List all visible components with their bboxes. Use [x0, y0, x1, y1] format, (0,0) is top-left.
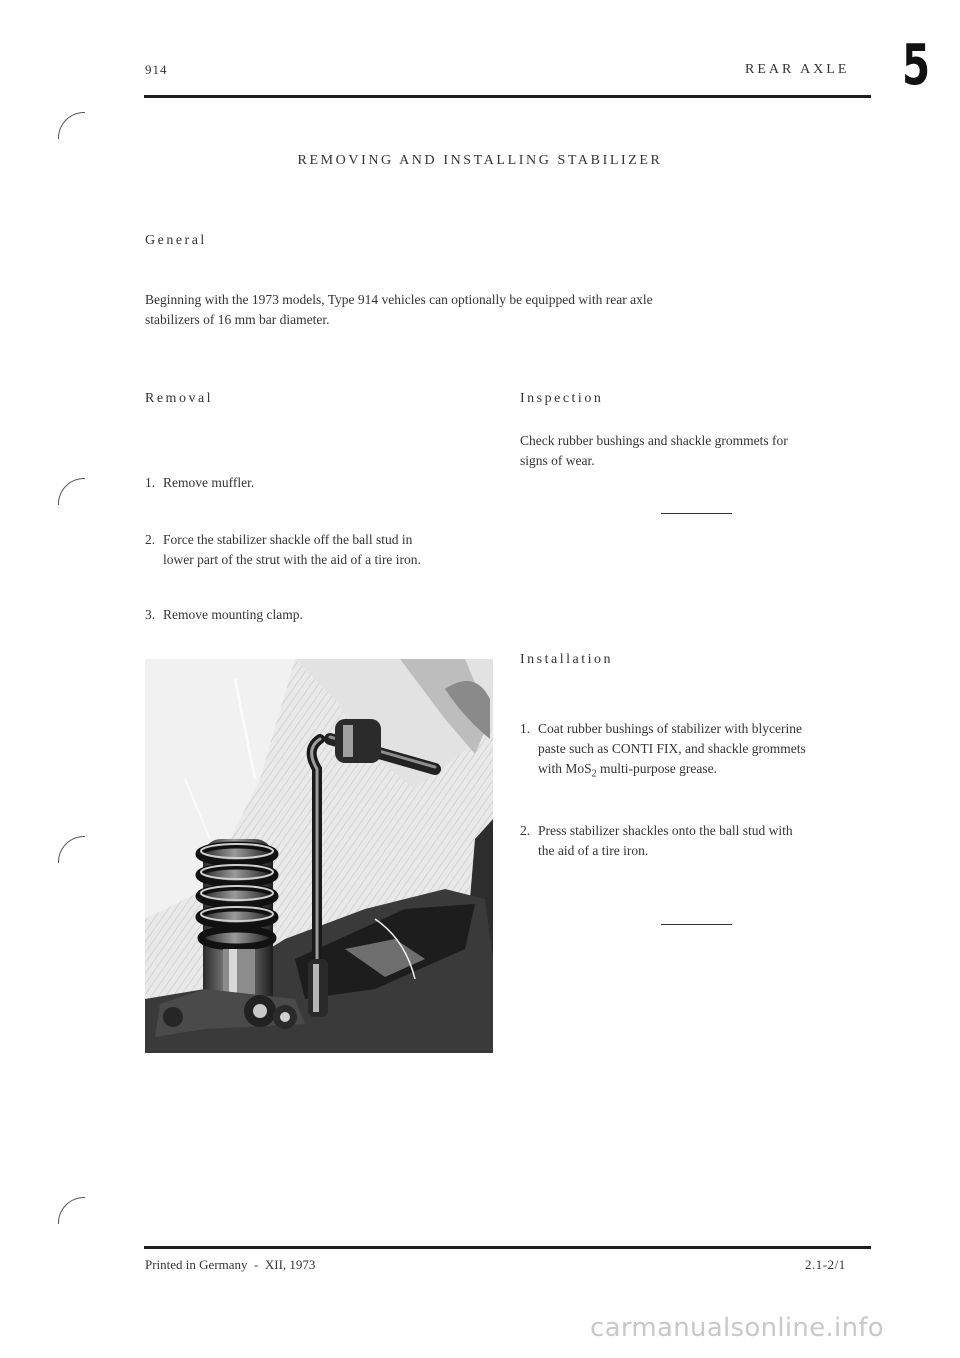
installation-step-1 — [520, 719, 880, 781]
step-text: Remove muffler. — [163, 475, 255, 490]
general-text-line-1: Beginning with the 1973 models, Type 914 vehicles can optionally be equipped with rear axle — [145, 292, 653, 307]
end-of-section-rule — [661, 924, 732, 925]
header-rule — [144, 95, 871, 98]
step-number: 2. — [145, 532, 156, 547]
inspection-text-line-1: Check rubber bushings and shackle grommets for — [520, 433, 788, 448]
step-text: the aid of a tire iron. — [538, 843, 649, 858]
step-text: paste such as CONTI FIX, and shackle grommets — [538, 741, 806, 756]
inspection-text-line-2: signs of wear. — [520, 453, 595, 468]
chemical-subscript: 2 — [591, 768, 597, 780]
binder-hole-mark — [58, 836, 85, 863]
step-text: Coat rubber bushings of stabilizer with blycerine — [538, 721, 802, 736]
installation-heading: Installation — [520, 652, 613, 667]
watermark: carmanualsonline.info — [590, 1313, 885, 1343]
step-text — [538, 759, 717, 785]
general-heading: General — [145, 233, 207, 248]
stabilizer-photo — [145, 659, 493, 1053]
step-text: Press stabilizer shackles onto the ball stud with — [538, 823, 793, 838]
step-text: Force the stabilizer shackle off the ball stud in — [163, 532, 413, 547]
section-number: 5 — [902, 33, 931, 98]
step-text: lower part of the strut with the aid of a tire iron. — [163, 552, 421, 567]
general-text-line-2: stabilizers of 16 mm bar diameter. — [145, 312, 330, 327]
step-text-part: multi-purpose grease. — [596, 761, 717, 776]
end-of-section-rule — [661, 513, 732, 514]
step-number: 1. — [520, 721, 531, 736]
print-info: Printed in Germany - XII, 1973 — [145, 1257, 316, 1272]
binder-hole-mark — [58, 1197, 85, 1224]
page-title: REMOVING AND INSTALLING STABILIZER — [297, 153, 663, 168]
removal-step-2 — [145, 530, 505, 570]
step-number: 2. — [520, 823, 531, 838]
section-title: REAR AXLE — [745, 62, 850, 77]
step-text: Remove mounting clamp. — [163, 607, 303, 622]
removal-step-3 — [145, 605, 505, 625]
binder-hole-mark — [58, 478, 85, 505]
model-number: 914 — [145, 62, 168, 77]
step-number: 3. — [145, 607, 156, 622]
footer-rule — [144, 1246, 871, 1249]
binder-hole-mark — [58, 112, 85, 139]
inspection-heading: Inspection — [520, 391, 604, 406]
step-number: 1. — [145, 475, 156, 490]
removal-heading: Removal — [145, 391, 214, 406]
step-text-part: with MoS — [538, 761, 592, 776]
removal-step-1 — [145, 473, 505, 493]
installation-step-2 — [520, 821, 880, 861]
page-reference: 2.1-2/1 — [805, 1257, 846, 1272]
